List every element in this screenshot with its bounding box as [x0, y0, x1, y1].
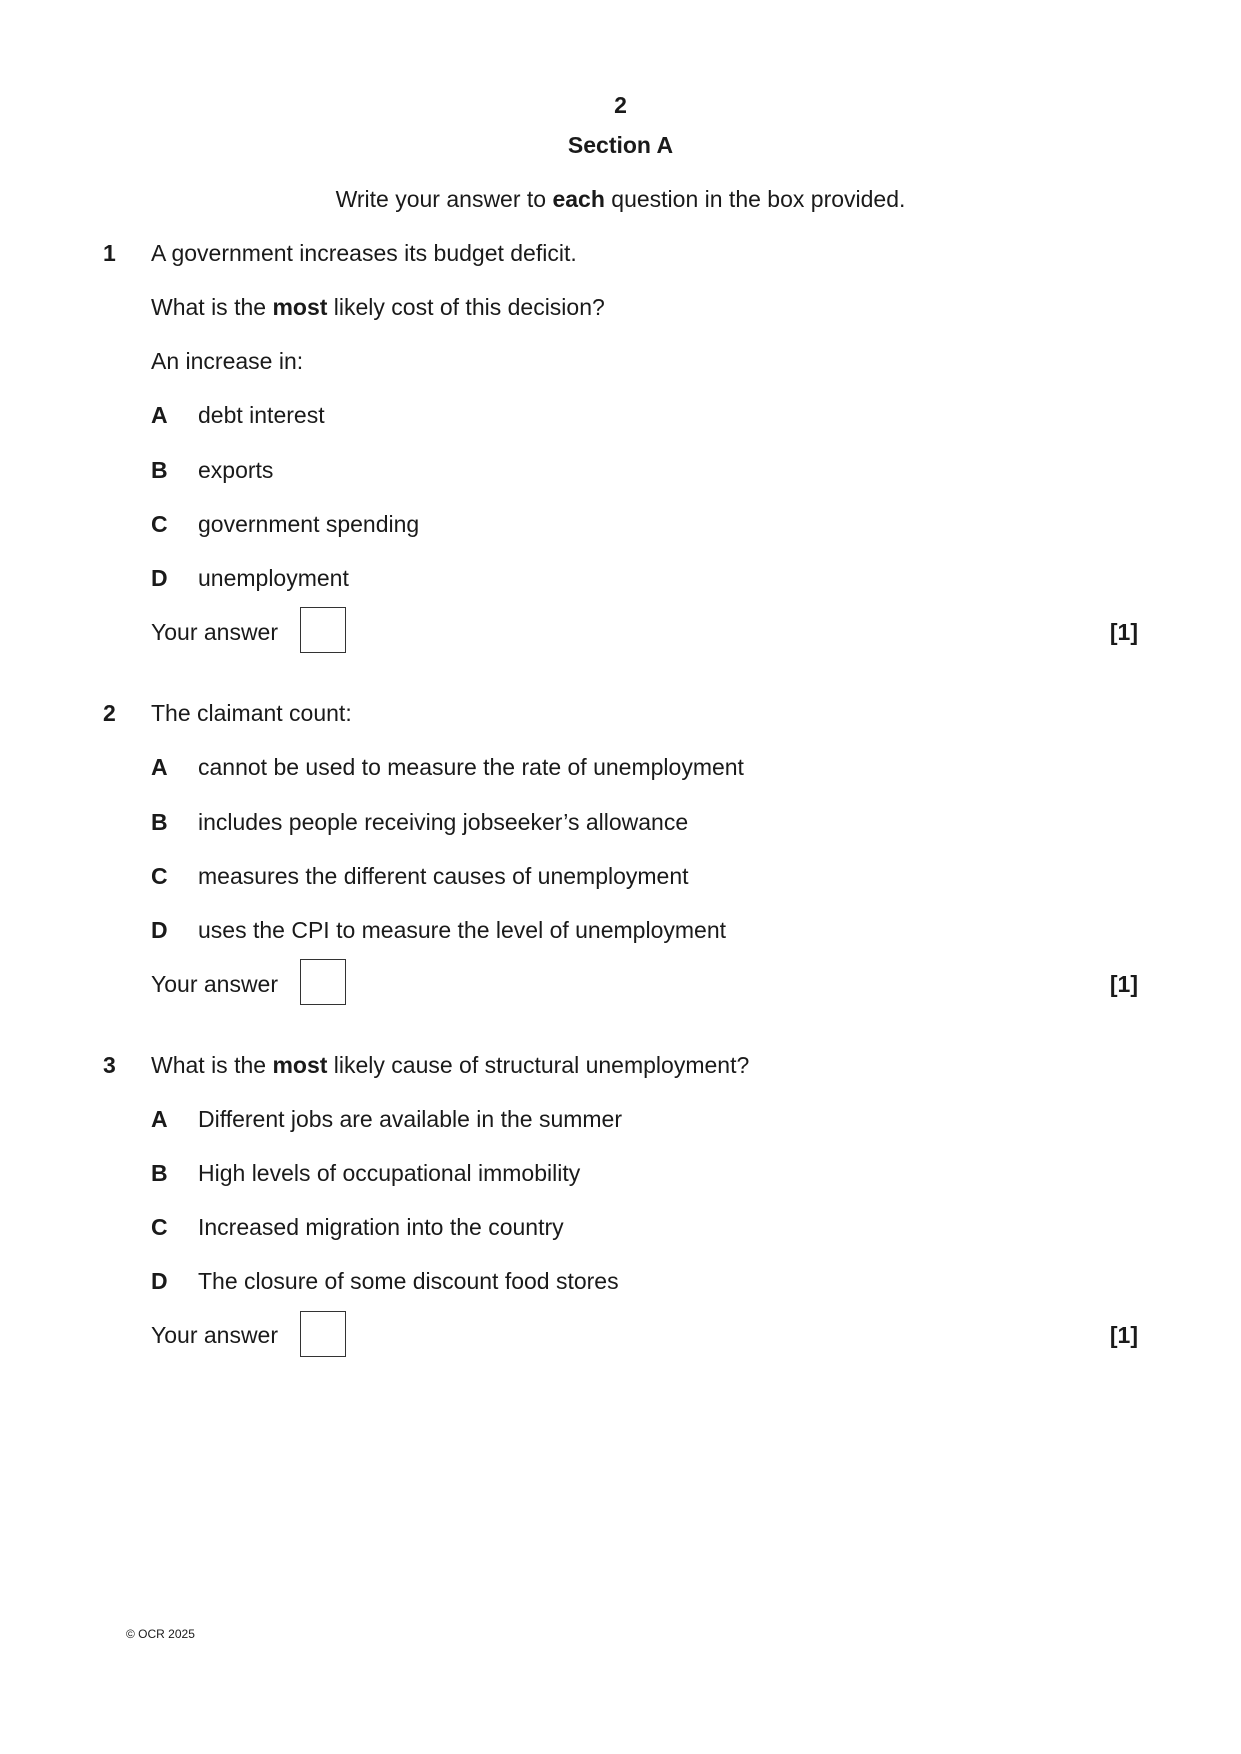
copyright-footer: © OCR 2025 — [126, 1627, 195, 1641]
question-stem: The claimant count: — [151, 700, 352, 726]
option-letter: C — [151, 511, 168, 537]
answer-label: Your answer — [151, 619, 279, 645]
question-number: 2 — [103, 700, 116, 726]
option-text: measures the different causes of unemployment — [198, 863, 689, 889]
question-stem: What is the most likely cause of structural unemployment? — [151, 1052, 750, 1078]
answer-label: Your answer — [151, 1322, 279, 1348]
option-letter: A — [151, 402, 168, 428]
option-letter: C — [151, 1214, 168, 1240]
instruction: Write your answer to each question in the box provided. — [335, 186, 906, 212]
option-letter: B — [151, 457, 168, 483]
section-title: Section A — [567, 132, 674, 158]
option-letter: A — [151, 1106, 168, 1132]
option-text: High levels of occupational immobility — [198, 1160, 581, 1186]
option-text: government spending — [198, 511, 420, 537]
option-text: includes people receiving jobseeker’s allowance — [198, 809, 689, 835]
answer-box[interactable] — [300, 959, 346, 1005]
option-letter: B — [151, 1160, 168, 1186]
question-number: 3 — [103, 1052, 116, 1078]
option-letter: C — [151, 863, 168, 889]
option-letter: D — [151, 1268, 168, 1294]
marks: [1] — [1109, 971, 1138, 997]
option-text: uses the CPI to measure the level of unemployment — [198, 917, 727, 943]
option-letter: A — [151, 754, 168, 780]
option-text: Increased migration into the country — [198, 1214, 564, 1240]
option-text: debt interest — [198, 402, 325, 428]
marks: [1] — [1109, 1322, 1138, 1348]
question-number: 1 — [103, 240, 116, 266]
marks: [1] — [1109, 619, 1138, 645]
option-text: unemployment — [198, 565, 349, 591]
option-letter: D — [151, 917, 168, 943]
question-stem: An increase in: — [151, 348, 304, 374]
option-text: Different jobs are available in the summer — [198, 1106, 623, 1132]
option-letter: B — [151, 809, 168, 835]
answer-label: Your answer — [151, 971, 279, 997]
option-letter: D — [151, 565, 168, 591]
option-text: exports — [198, 457, 274, 483]
question-stem: What is the most likely cost of this decision? — [151, 294, 605, 320]
page-number: 2 — [614, 92, 627, 118]
option-text: The closure of some discount food stores — [198, 1268, 619, 1294]
question-stem: A government increases its budget deficit. — [151, 240, 577, 266]
answer-box[interactable] — [300, 607, 346, 653]
answer-box[interactable] — [300, 1311, 346, 1357]
option-text: cannot be used to measure the rate of unemployment — [198, 754, 744, 780]
